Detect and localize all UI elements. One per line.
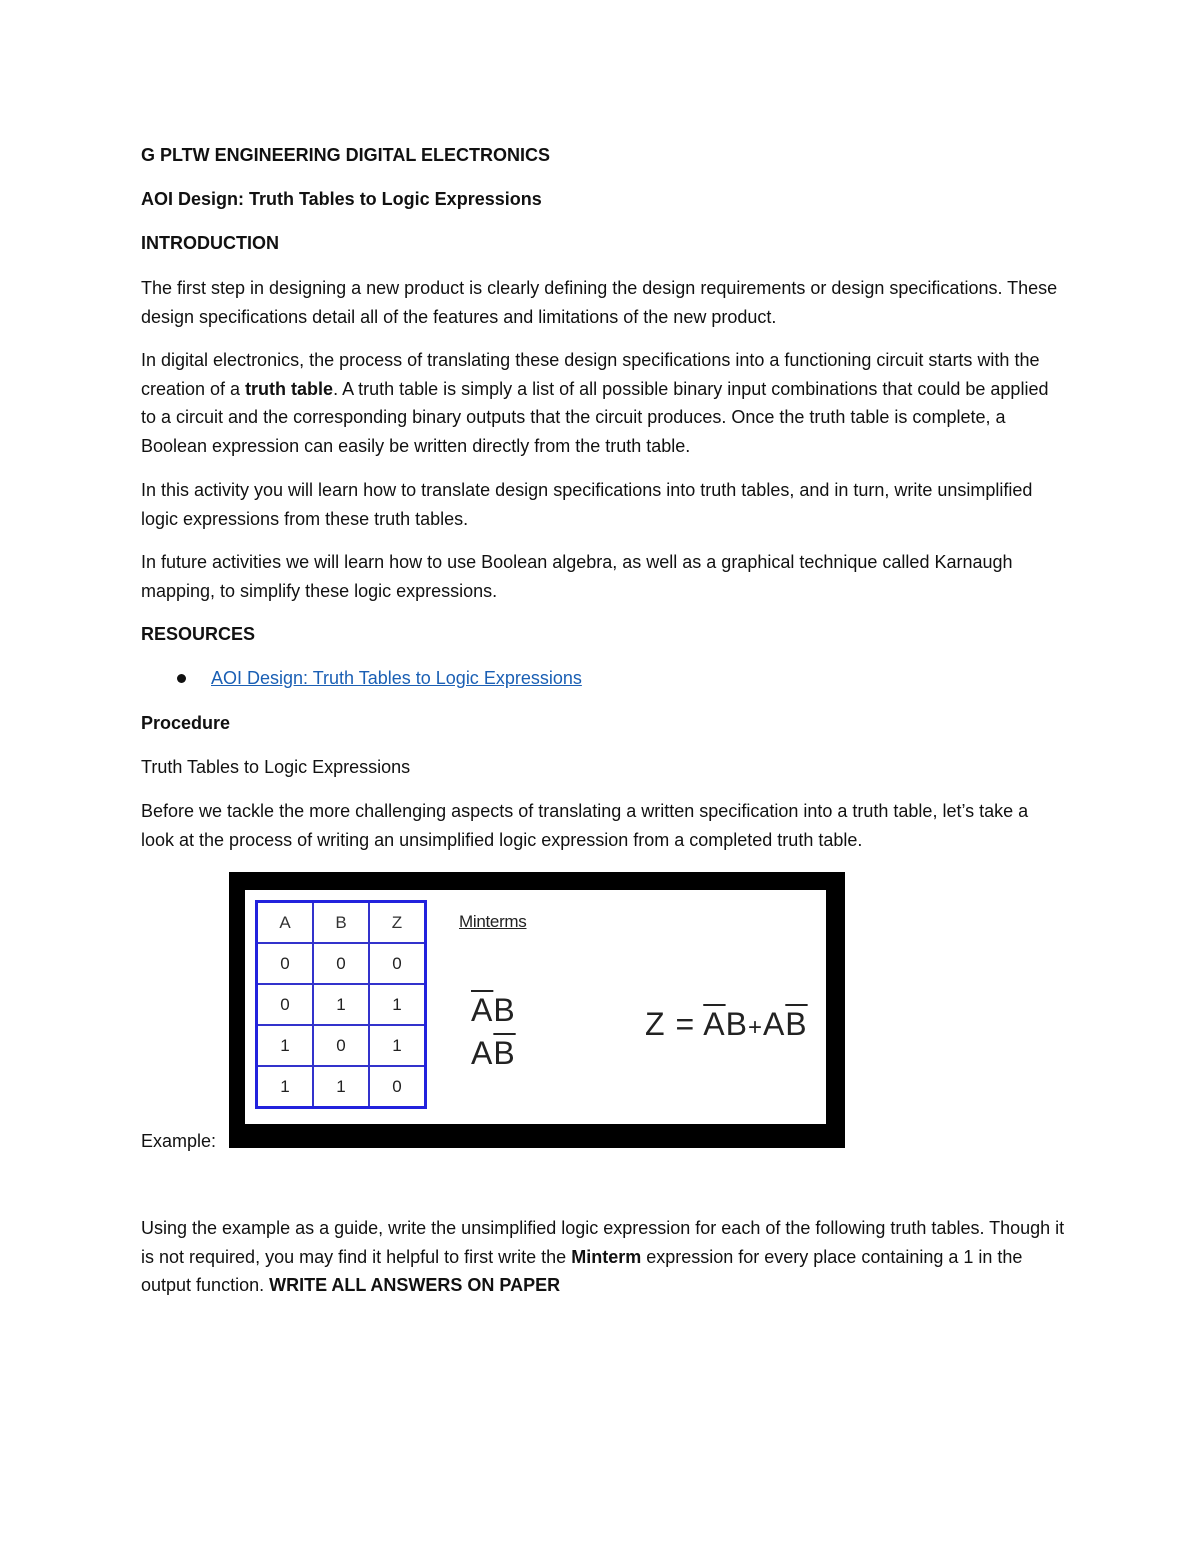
expr-z: Z <box>645 1006 666 1042</box>
truth-table-cell: 0 <box>313 943 369 984</box>
resources-heading: RESOURCES <box>141 624 256 644</box>
expr-plus: + <box>747 1014 763 1041</box>
truth-table-cell: 0 <box>257 943 314 984</box>
expr-term2-a: A <box>762 1006 786 1042</box>
course-title: G PLTW ENGINEERING DIGITAL ELECTRONICS <box>141 145 551 165</box>
intro-p2-truth-table: truth table <box>245 378 334 399</box>
truth-table-row <box>257 943 426 984</box>
intro-paragraph-3: In this activity you will learn how to translate design specifications into truth tables, and in turn, write unsimplified logic expressions from these truth tables. <box>141 480 1033 529</box>
procedure-heading: Procedure <box>141 713 231 733</box>
minterm-2 <box>471 1035 516 1071</box>
truth-table-header-cell: Z <box>369 902 426 944</box>
procedure-paragraph-2 <box>141 1214 1066 1300</box>
truth-table-cell: 0 <box>369 1066 426 1108</box>
intro-paragraph-2 <box>141 346 1066 460</box>
minterm-1-b: B <box>493 992 516 1028</box>
document-title: AOI Design: Truth Tables to Logic Expressions <box>141 189 542 209</box>
proc-p2-write-answers: WRITE ALL ANSWERS ON PAPER <box>269 1275 561 1295</box>
truth-table-cell: 1 <box>369 1025 426 1066</box>
truth-table-cell: 1 <box>257 1066 314 1108</box>
truth-table-cell: 0 <box>369 943 426 984</box>
expr-term1-b: B <box>725 1006 748 1042</box>
example-image-content <box>245 890 826 1124</box>
minterms-label: Minterms <box>459 912 527 931</box>
expr-term1-a-complement: $\overline{A}$ <box>703 1006 726 1042</box>
intro-paragraph-4: In future activities we will learn how to use Boolean algebra, as well as a graphical technique called Karnaugh mapping, to simplify these logic expressions. <box>141 552 1013 601</box>
truth-table-cell: 1 <box>313 1066 369 1108</box>
minterm-2-a: A <box>471 1035 494 1071</box>
truth-table-header-cell: A <box>257 902 314 944</box>
intro-p2-text-b: . A truth table is simply a list of all possible binary input combinations that could be applied to a circuit and the corresponding binary outputs that the circuit produces. Once the truth table is complete, a Boolean expression can easily be written directly from the truth table. <box>141 378 1049 456</box>
intro-paragraph-1: The first step in designing a new product is clearly defining the design requirements or design specifications. These design specifications detail all of the features and limitations of the new product. <box>141 278 1058 327</box>
truth-table-header-cell: B <box>313 902 369 944</box>
resource-link[interactable]: AOI Design: Truth Tables to Logic Expressions <box>211 668 582 688</box>
introduction-heading: INTRODUCTION <box>141 233 279 253</box>
procedure-subheading: Truth Tables to Logic Expressions <box>141 757 411 777</box>
minterm-1 <box>471 992 516 1028</box>
truth-table-row <box>257 1066 426 1108</box>
truth-table-row <box>257 984 426 1025</box>
logic-expression <box>645 1006 808 1046</box>
procedure-paragraph-1: Before we tackle the more challenging aspects of translating a written specification into a truth table, let’s take a look at the process of writing an unsimplified logic expression from a completed truth table. <box>141 801 1029 850</box>
example-label: Example: <box>141 1131 217 1151</box>
minterm-2-b-complement: $\overline{B}$ <box>493 1035 516 1071</box>
proc-p2-minterm: Minterm <box>571 1246 642 1267</box>
minterm-1-a-complement: $\overline{A}$ <box>471 992 494 1028</box>
truth-table <box>255 900 427 1109</box>
expr-equals: = <box>675 1006 696 1042</box>
example-image <box>229 872 845 1148</box>
bullet-icon <box>177 674 186 683</box>
truth-table-cell: 1 <box>313 984 369 1025</box>
truth-table-cell: 1 <box>257 1025 314 1066</box>
expr-term2-b-complement: $\overline{B}$ <box>785 1006 808 1042</box>
truth-table-row <box>257 1025 426 1066</box>
truth-table-header-row <box>257 902 426 944</box>
truth-table-cell: 0 <box>257 984 314 1025</box>
intro-p2-text-a: In digital electronics, the process of translating these design specifications into a functioning circuit starts with the creation of a <box>141 350 1040 399</box>
proc-p2-text-b: expression for every place containing a 1 in the output function. <box>141 1246 1023 1295</box>
truth-table-cell: 1 <box>369 984 426 1025</box>
proc-p2-text-a: Using the example as a guide, write the unsimplified logic expression for each of the following truth tables. Though it is not required, you may find it helpful to first write the <box>141 1218 1065 1267</box>
truth-table-cell: 0 <box>313 1025 369 1066</box>
